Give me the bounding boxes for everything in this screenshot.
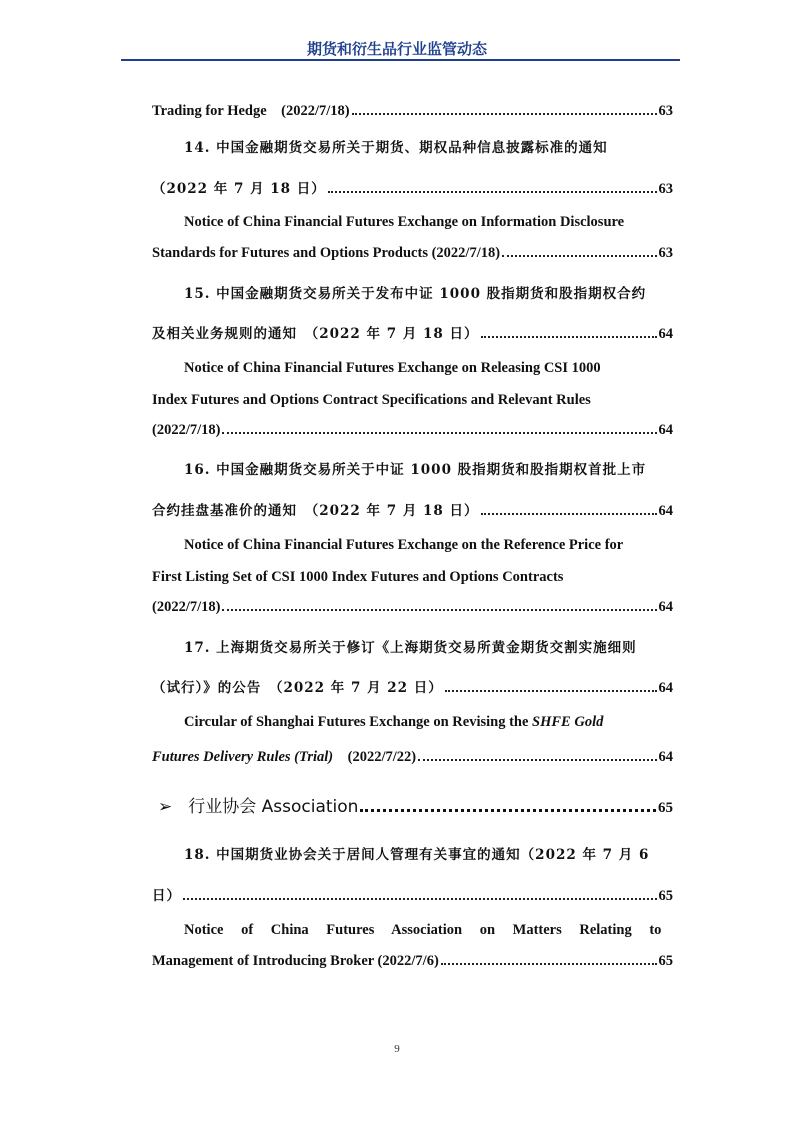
toc-page: 64 — [658, 749, 673, 765]
toc-page: 65 — [658, 953, 673, 969]
toc-text: （2022 年 7 月 18 日） — [152, 181, 326, 197]
dot-leader — [352, 113, 657, 115]
toc-entry-18-en[interactable] — [184, 922, 673, 946]
toc-page: 63 — [658, 245, 673, 261]
toc-entry-14-cn-cont[interactable] — [152, 177, 673, 201]
toc-page: 64 — [658, 680, 673, 696]
toc-text: (2022/7/18) — [152, 422, 221, 438]
toc-page: 65 — [658, 888, 673, 904]
toc-page: 64 — [658, 503, 673, 519]
toc-entry-15-en-cont2[interactable] — [152, 422, 673, 446]
toc-text: 14. 中国金融期货交易所关于期货、期权品种信息披露标准的通知 — [184, 140, 608, 156]
dot-leader — [445, 690, 657, 692]
dot-leader — [222, 609, 656, 611]
section-label: 行业协会 Association — [188, 797, 359, 817]
toc-entry-17-cn-cont[interactable] — [152, 676, 673, 700]
toc-page: 64 — [658, 599, 673, 615]
toc-text: Notice of China Financial Futures Exchange on Releasing CSI 1000 — [184, 360, 601, 376]
dot-leader — [441, 963, 657, 965]
toc-text: （试行）》的公告 （2022 年 7 月 22 日） — [152, 680, 443, 696]
toc-entry-17-cn[interactable] — [184, 636, 673, 660]
dot-leader — [418, 759, 656, 761]
toc-entry-16-en[interactable] — [184, 537, 673, 561]
toc-text: Standards for Futures and Options Products (2022/7/18) — [152, 245, 501, 261]
toc-entry-16-cn[interactable] — [184, 458, 673, 482]
toc-text: 合约挂盘基准价的通知 （2022 年 7 月 18 日） — [152, 503, 479, 519]
toc-text: Notice of China Financial Futures Exchange on Information Disclosure — [184, 214, 625, 230]
toc-text: 18. 中国期货业协会关于居间人管理有关事宜的通知（2022 年 7 月 6 — [184, 847, 650, 863]
dot-leader — [328, 191, 657, 193]
toc-entry-15-cn-cont[interactable] — [152, 322, 673, 346]
toc-entry-15-en[interactable] — [184, 360, 673, 384]
toc-entry-13-en-cont[interactable] — [152, 99, 673, 123]
toc-entry-18-cn[interactable] — [184, 843, 673, 867]
toc-text: 17. 上海期货交易所关于修订《上海期货交易所黄金期货交割实施细则 — [184, 640, 637, 656]
toc-text: (2022/7/22) — [333, 749, 417, 765]
running-header-title: 期货和衍生品行业监管动态 — [306, 40, 487, 58]
toc-entry-18-cn-cont[interactable] — [152, 884, 673, 908]
toc-page: 65 — [658, 800, 673, 816]
toc-text: Index Futures and Options Contract Specifications and Relevant Rules — [152, 392, 591, 408]
toc-text: Trading for Hedge (2022/7/18) — [152, 103, 350, 119]
toc-text: Notice of China Financial Futures Exchange on the Reference Price for — [184, 537, 624, 553]
toc-text: Management of Introducing Broker (2022/7/6) — [152, 953, 439, 969]
toc-text-italic: SHFE Gold — [532, 714, 604, 730]
toc-text: 15. 中国金融期货交易所关于发布中证 1000 股指期货和股指期权合约 — [184, 286, 647, 302]
dot-leader — [360, 809, 656, 812]
dot-leader — [481, 513, 657, 515]
toc-entry-16-cn-cont[interactable] — [152, 499, 673, 523]
dot-leader — [222, 432, 656, 434]
toc-text: Notice of China Futures Association on Matters Relating to — [184, 922, 662, 938]
toc-entry-17-en-cont[interactable] — [152, 745, 673, 769]
arrow-bullet-icon: ➢ — [158, 797, 173, 817]
dot-leader — [481, 336, 657, 338]
toc-entry-15-en-cont[interactable] — [152, 392, 673, 416]
toc-page: 63 — [658, 103, 673, 119]
toc-page: 64 — [658, 326, 673, 342]
toc-text: (2022/7/18) — [152, 599, 221, 615]
toc-page: 64 — [658, 422, 673, 438]
toc-entry-18-en-cont[interactable] — [152, 953, 673, 977]
toc-entry-15-cn[interactable] — [184, 282, 673, 306]
toc-entry-17-en[interactable] — [184, 714, 673, 738]
dot-leader — [502, 255, 656, 257]
toc-text: First Listing Set of CSI 1000 Index Futures and Options Contracts — [152, 569, 564, 585]
toc-page: 63 — [658, 181, 673, 197]
toc-text-italic: Futures Delivery Rules (Trial) — [152, 749, 334, 765]
toc-entry-14-en[interactable] — [184, 214, 673, 238]
header-rule — [121, 59, 680, 61]
toc-section-association[interactable] — [158, 792, 673, 818]
dot-leader — [183, 898, 657, 900]
toc-text: 日） — [152, 888, 181, 904]
toc-entry-16-en-cont[interactable] — [152, 569, 673, 593]
toc-entry-14-cn[interactable] — [184, 136, 673, 160]
toc-text: 16. 中国金融期货交易所关于中证 1000 股指期货和股指期权首批上市 — [184, 462, 647, 478]
toc-entry-16-en-cont2[interactable] — [152, 599, 673, 623]
toc-text: 及相关业务规则的通知 （2022 年 7 月 18 日） — [152, 326, 479, 342]
page-number: 9 — [394, 1043, 400, 1055]
toc-entry-14-en-cont[interactable] — [152, 245, 673, 269]
toc-text: Circular of Shanghai Futures Exchange on Revising the — [184, 714, 533, 730]
